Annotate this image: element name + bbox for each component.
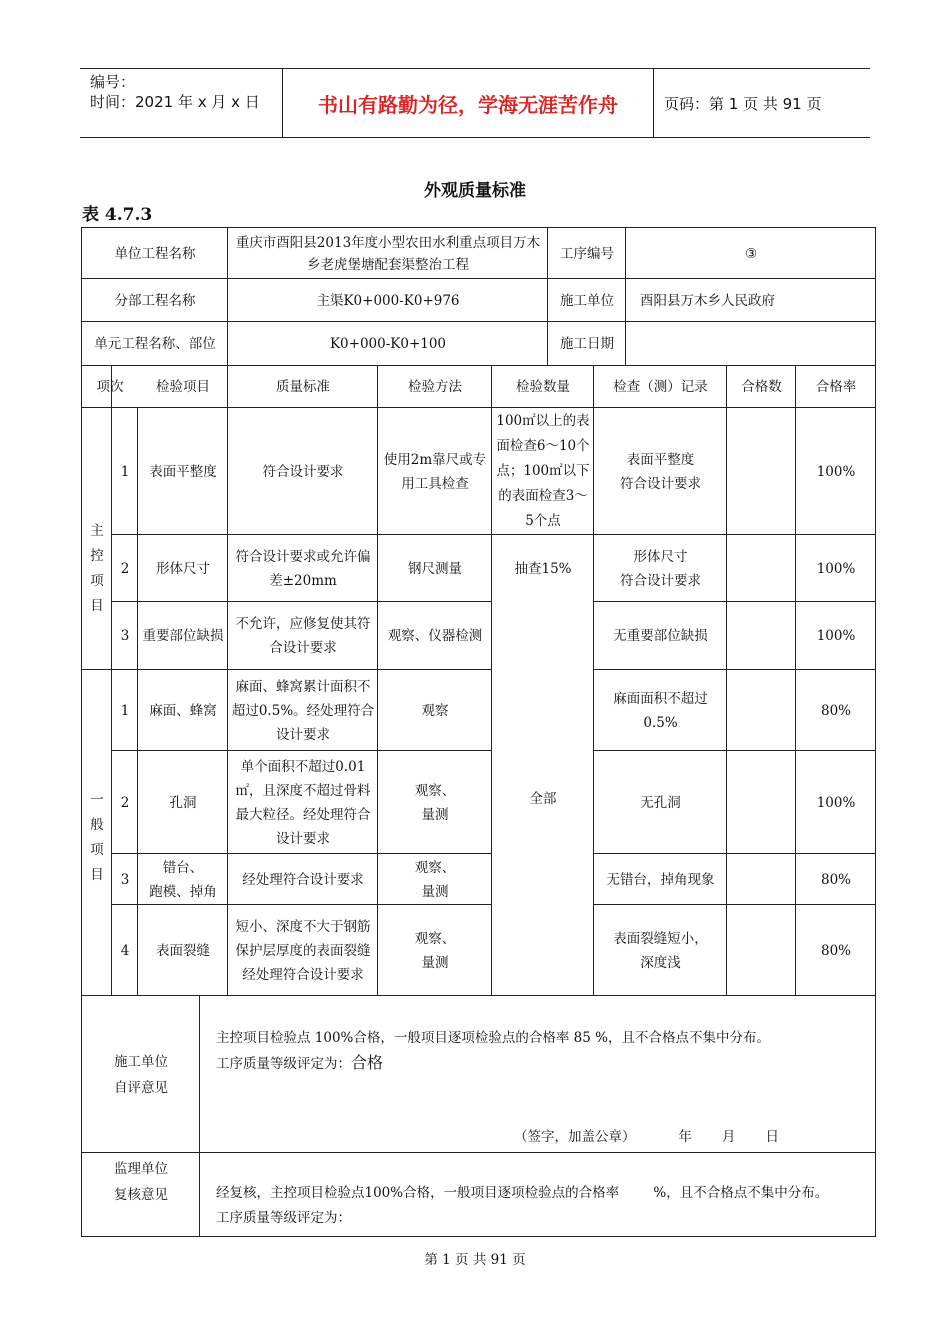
page-title: 外观质量标准 [424, 181, 526, 201]
sub-project-value: 主渠K0+000-K0+976 [316, 292, 460, 309]
col-header-no: 项次 [96, 379, 124, 395]
self-eval-line2: 工序质量等级评定为：合格 [216, 1053, 384, 1072]
table-row-quantity: 抽查15% [514, 560, 572, 577]
table-row-standard: 符合设计要求或允许偏差±20mm [235, 548, 371, 589]
col-header-method: 检验方法 [408, 379, 462, 395]
table-row-no: 4 [120, 942, 130, 959]
table-row-quantity: 100㎡以上的表面检查6～10个点；100㎡以下的表面检查3～5个点 [496, 413, 590, 529]
table-row-item: 表面裂缝 [156, 942, 210, 959]
table-row-pass-rate: 100% [816, 560, 856, 577]
table-row-standard: 短小、深度不大于钢筋保护层厚度的表面裂缝经处理符合设计要求 [235, 918, 371, 983]
table-row-pass-rate: 80% [820, 942, 851, 959]
table-row-item: 表面平整度 [149, 463, 217, 480]
page-footer: 第 1 页 共 91 页 [424, 1252, 526, 1268]
table-row-method: 观察、 量测 [414, 930, 456, 971]
table-row-method: 观察、 量测 [414, 782, 456, 823]
table-row-pass-count [727, 905, 796, 996]
main-items-group-label: 主 控 项 目 [90, 523, 104, 614]
table-row-item: 形体尺寸 [156, 560, 210, 577]
date-value [626, 322, 876, 366]
process-no-value: ③ [744, 245, 758, 262]
motto: 书山有路勤为径，学海无涯苦作舟 [318, 92, 618, 117]
table-row-pass-count [727, 854, 796, 905]
table-number: 表 4.7.3 [82, 205, 153, 225]
supervisor-eval-line1: 经复核，主控项目检验点100%合格，一般项目逐项检验点的合格率 %，且不合格点不集中分布。 [216, 1185, 829, 1201]
general-items-group-label: 一 般 项 目 [90, 792, 104, 883]
self-eval-line1: 主控项目检验点 100%合格，一般项目逐项检验点的合格率 85 %，且不合格点不集中分布。 [216, 1030, 770, 1046]
table-row-record: 表面平整度 符合设计要求 [620, 451, 701, 492]
col-header-record: 检查（测）记录 [613, 379, 708, 395]
date-label: 施工日期 [560, 336, 614, 352]
table-row-standard: 不允许，应修复使其符合设计要求 [235, 616, 371, 656]
table-row-item: 错台、 跑模、掉角 [149, 859, 217, 900]
unit-project-label: 单位工程名称 [114, 245, 196, 262]
table-row-pass-count [727, 602, 796, 670]
table-row-no: 3 [120, 628, 130, 644]
table-row-pass-count [727, 408, 796, 535]
element-value: K0+000-K0+100 [329, 336, 447, 352]
doc-time: 时间：2021 年 x 月 x 日 [90, 93, 260, 111]
table-row-pass-rate: 80% [820, 702, 851, 719]
table-row-pass-count [727, 751, 796, 854]
table-row-standard: 单个面积不超过0.01㎡，且深度不超过骨料最大粒径。经处理符合设计要求 [235, 758, 371, 847]
process-no-label: 工序编号 [560, 245, 614, 262]
table-row-record: 麻面面积不超过 0.5% [613, 690, 708, 731]
table-row-pass-rate: 100% [816, 463, 856, 480]
table-row-no: 1 [120, 463, 130, 480]
col-header-pass-rate: 合格率 [815, 379, 857, 395]
contractor-label: 施工单位 [560, 292, 614, 309]
table-row-no: 3 [120, 871, 130, 888]
table-row-standard: 经处理符合设计要求 [242, 871, 364, 888]
merged-quantity-cell: 全部 [529, 791, 557, 807]
table-row-method: 钢尺测量 [408, 560, 462, 577]
table-row-pass-rate: 100% [816, 794, 856, 811]
table-row-method: 观察、仪器检测 [387, 628, 483, 644]
supervisor-eval-label: 监理单位 复核意见 [114, 1161, 168, 1203]
contractor-value: 酉阳县万木乡人民政府 [640, 292, 775, 309]
element-label: 单元工程名称、部位 [94, 336, 216, 352]
table-row-record: 无孔洞 [640, 794, 681, 811]
table-row-pass-rate: 100% [816, 628, 856, 644]
sub-project-label: 分部工程名称 [114, 292, 196, 309]
self-eval-label: 施工单位 自评意见 [114, 1054, 168, 1096]
table-row-record: 表面裂缝短小， 深度浅 [613, 930, 708, 971]
table-row-no: 1 [120, 702, 130, 719]
doc-number: 编号： [90, 73, 136, 91]
col-header-quantity: 检验数量 [516, 379, 570, 395]
supervisor-eval-line2: 工序质量等级评定为： [216, 1210, 351, 1226]
table-row-record: 无重要部位缺损 [613, 628, 708, 644]
table-row-item: 孔洞 [169, 794, 197, 811]
col-header-standard: 质量标准 [276, 379, 330, 395]
table-row-standard: 符合设计要求 [262, 463, 344, 480]
page-indicator: 页码：第 1 页 共 91 页 [664, 94, 822, 113]
table-row-method: 观察 [421, 702, 449, 719]
self-eval-grade: 合格 [351, 1053, 384, 1072]
table-row-no: 2 [120, 560, 130, 577]
table-row-standard: 麻面、蜂窝累计面积不超过0.5%。经处理符合设计要求 [231, 678, 375, 743]
table-row-pass-count [727, 535, 796, 602]
col-header-pass-count: 合格数 [741, 379, 782, 395]
table-row-pass-rate: 80% [820, 871, 851, 888]
table-row-record: 无错台，掉角现象 [606, 871, 715, 888]
table-row-method: 使用2m靠尺或专用工具检查 [383, 451, 487, 492]
table-row-method: 观察、 量测 [414, 859, 456, 900]
unit-project-value: 重庆市酉阳县2013年度小型农田水利重点项目万木乡老虎堡塘配套渠整治工程 [235, 234, 541, 273]
table-row-record: 形体尺寸 符合设计要求 [620, 548, 701, 589]
table-row-pass-count [727, 670, 796, 751]
self-eval-signature: （签字，加盖公章） 年 月 日 [514, 1129, 779, 1145]
table-row-item: 麻面、蜂窝 [149, 702, 217, 719]
table-row-no: 2 [120, 794, 130, 811]
table-row-item: 重要部位缺损 [142, 628, 224, 644]
col-header-item: 检验项目 [156, 379, 210, 395]
